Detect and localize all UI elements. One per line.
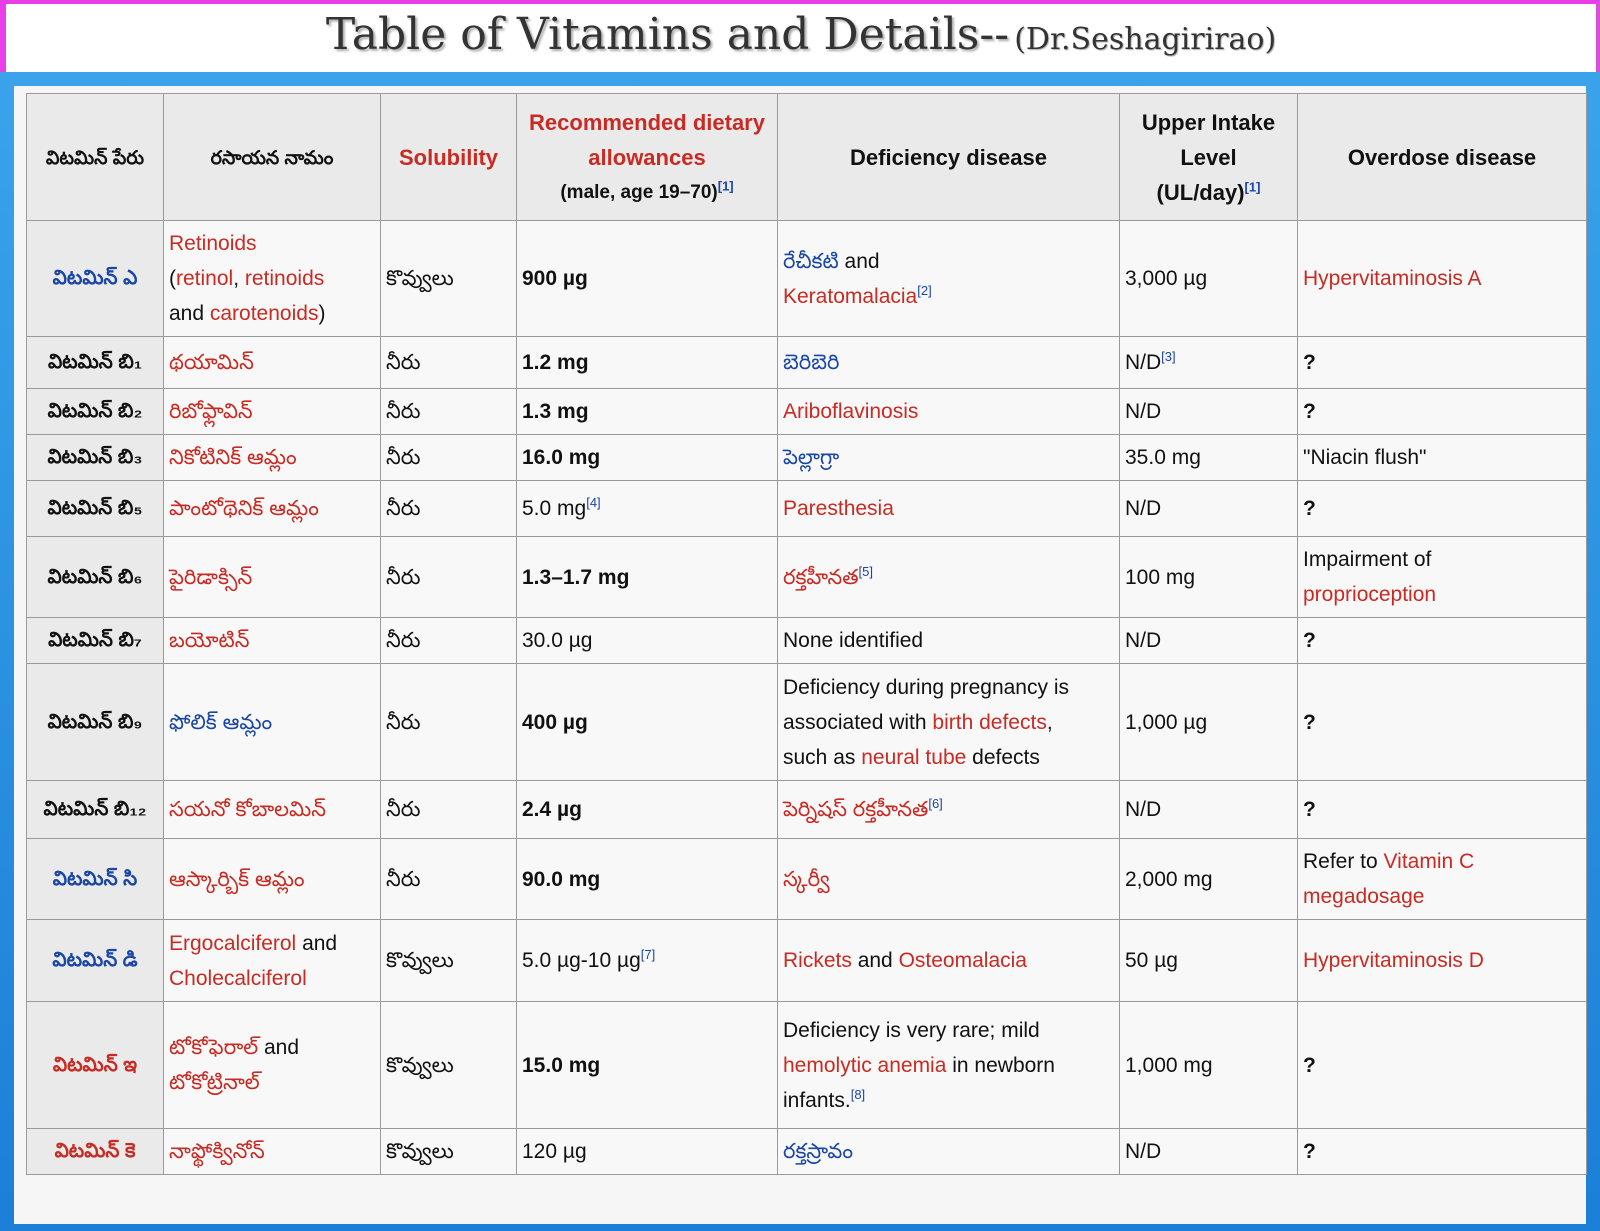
solubility-cell: నీరు	[381, 337, 517, 389]
page-author: (Dr.Seshagirirao)	[1014, 22, 1277, 57]
reference-link[interactable]: [2]	[917, 282, 932, 298]
rda-cell: 1.2 mg	[517, 337, 778, 389]
solubility-cell: కొవ్వులు	[381, 221, 517, 337]
rda-cell: 120 µg	[517, 1129, 778, 1175]
col-header-solubility: Solubility	[381, 94, 517, 221]
vitamin-name: విటమిన్ బి₆	[27, 537, 164, 618]
overdose-cell: Impairment of proprioception	[1298, 537, 1587, 618]
table-row	[27, 1129, 1587, 1175]
deficiency-link[interactable]: neural tube	[861, 745, 967, 769]
rda-title: Recommended dietary allowances	[529, 109, 765, 170]
vitamin-name-link[interactable]: విటమిన్ ఇ	[27, 1002, 164, 1129]
table-row	[27, 664, 1587, 781]
ul-cell: 1,000 µg	[1120, 664, 1298, 781]
overdose-link[interactable]: megadosage	[1303, 885, 1425, 908]
solubility-cell: నీరు	[381, 389, 517, 435]
overdose-cell: ?	[1298, 389, 1587, 435]
deficiency-link[interactable]: రక్తస్రావం	[778, 1129, 1120, 1175]
table-row	[27, 221, 1587, 337]
ul-cell: N/D	[1120, 481, 1298, 537]
chemical-link[interactable]: ఫోలిక్ ఆమ్లం	[164, 664, 381, 781]
chemical-link[interactable]: పైరిడాక్సిన్	[164, 537, 381, 618]
vitamin-name: విటమిన్ బి₉	[27, 664, 164, 781]
rda-cell: 30.0 µg	[517, 618, 778, 664]
chemical-link[interactable]: టోకోఫెరాల్	[169, 1036, 259, 1059]
deficiency-link[interactable]: రేచీకటి	[783, 249, 839, 273]
deficiency-cell: Rickets and Osteomalacia	[778, 920, 1120, 1002]
header-row	[27, 94, 1587, 221]
ul-cell: 2,000 mg	[1120, 839, 1298, 920]
table-row	[27, 1002, 1587, 1129]
title-bar	[6, 4, 1596, 72]
deficiency-link[interactable]: బెరిబెరి	[778, 337, 1120, 389]
deficiency-cell: Deficiency is very rare; mild hemolytic anemia in newborn infants.[8]	[778, 1002, 1120, 1129]
rda-cell: 5.0 µg-10 µg[7]	[517, 920, 778, 1002]
deficiency-link[interactable]: పెల్లాగ్రా	[778, 435, 1120, 481]
vitamin-name-link[interactable]: విటమిన్ కె	[27, 1129, 164, 1175]
table-row	[27, 537, 1587, 618]
table-row	[27, 618, 1587, 664]
solubility-cell: కొవ్వులు	[381, 920, 517, 1002]
solubility-cell: నీరు	[381, 618, 517, 664]
deficiency-cell	[778, 537, 1120, 618]
chemical-link[interactable]: carotenoids	[209, 302, 319, 325]
reference-link[interactable]: [7]	[640, 947, 656, 962]
rda-cell: 15.0 mg	[517, 1002, 778, 1129]
reference-link[interactable]: [8]	[850, 1086, 866, 1102]
vitamin-name: విటమిన్ బి₇	[27, 618, 164, 664]
chemical-link[interactable]: థయామిన్	[164, 337, 381, 389]
chemical-link[interactable]: పాంటోథెనిక్ ఆమ్లం	[164, 481, 381, 537]
reference-link[interactable]: [3]	[1161, 349, 1176, 364]
vitamins-table	[26, 93, 1587, 1175]
rda-cell: 2.4 µg	[517, 781, 778, 839]
chemical-link[interactable]: సయనో కోబాలమిన్	[164, 781, 381, 839]
solubility-cell: కొవ్వులు	[381, 1129, 517, 1175]
deficiency-link[interactable]: పెర్నిషస్ రక్తహీనత	[783, 798, 929, 821]
chemical-link[interactable]: టోకోట్రినాల్	[169, 1071, 260, 1094]
overdose-cell: Refer to Vitamin C megadosage	[1298, 839, 1587, 920]
chemical-name: Ergocalciferol and Cholecalciferol	[164, 920, 381, 1002]
deficiency-cell: None identified	[778, 618, 1120, 664]
vitamin-name-link[interactable]: విటమిన్ డి	[27, 920, 164, 1002]
vitamin-name-link[interactable]: విటమిన్ సి	[27, 839, 164, 920]
overdose-cell: ?	[1298, 1129, 1587, 1175]
overdose-link[interactable]: Vitamin C	[1383, 850, 1475, 873]
rda-cell: 400 µg	[517, 664, 778, 781]
table-row	[27, 920, 1587, 1002]
overdose-link[interactable]: proprioception	[1303, 583, 1437, 606]
deficiency-link[interactable]: hemolytic anemia	[783, 1053, 947, 1077]
content-panel	[0, 72, 1600, 1231]
ul-cell: 50 µg	[1120, 920, 1298, 1002]
col-header-rda	[517, 94, 778, 221]
col-header-name: విటమిన్ పేరు	[27, 94, 164, 221]
overdose-cell: ?	[1298, 618, 1587, 664]
table-row	[27, 337, 1587, 389]
col-header-chemical: రసాయన నామం	[164, 94, 381, 221]
vitamin-name: విటమిన్ బి₅	[27, 481, 164, 537]
rda-subtitle: (male, age 19–70)	[560, 181, 718, 203]
solubility-cell: కొవ్వులు	[381, 1002, 517, 1129]
deficiency-link[interactable]: birth defects	[932, 710, 1047, 734]
solubility-cell: నీరు	[381, 481, 517, 537]
chemical-link[interactable]: బయోటిన్	[164, 618, 381, 664]
reference-link[interactable]: [5]	[858, 563, 874, 579]
deficiency-link[interactable]: స్కర్వీ	[778, 839, 1120, 920]
table-row	[27, 389, 1587, 435]
chemical-link[interactable]: Ergocalciferol	[169, 931, 297, 955]
chemical-name: Retinoids (retinol, retinoids and carotenoids)	[164, 221, 381, 337]
ul-cell: N/D	[1120, 1129, 1298, 1175]
rda-cell: 90.0 mg	[517, 839, 778, 920]
deficiency-cell: రేచీకటి and Keratomalacia[2]	[778, 221, 1120, 337]
col-header-deficiency: Deficiency disease	[778, 94, 1120, 221]
ul-cell: 3,000 µg	[1120, 221, 1298, 337]
deficiency-link[interactable]: రక్తహీనత	[783, 565, 859, 589]
ul-cell: N/D	[1120, 389, 1298, 435]
ul-title: Upper Intake Level	[1141, 109, 1276, 170]
chemical-link[interactable]: retinol	[176, 267, 234, 290]
rda-cell: 1.3 mg	[517, 389, 778, 435]
reference-link[interactable]: [4]	[586, 495, 601, 510]
table-row	[27, 781, 1587, 839]
page-title: Table of Vitamins and Details--	[325, 9, 1010, 60]
overdose-cell: ?	[1298, 337, 1587, 389]
solubility-cell: నీరు	[381, 781, 517, 839]
chemical-link[interactable]: Cholecalciferol	[169, 966, 307, 990]
deficiency-link[interactable]: Ariboflavinosis	[778, 389, 1120, 435]
ul-subtitle: (UL/day)	[1156, 179, 1245, 205]
deficiency-link[interactable]: Paresthesia	[778, 481, 1120, 537]
deficiency-link[interactable]: Rickets	[783, 949, 852, 972]
rda-cell: 16.0 mg	[517, 435, 778, 481]
overdose-link[interactable]: Hypervitaminosis D	[1298, 920, 1587, 1002]
chemical-link[interactable]: నాఫ్థోక్వినోన్	[164, 1129, 381, 1175]
chemical-link[interactable]: Retinoids	[169, 232, 257, 255]
vitamin-name: విటమిన్ బి₁₂	[27, 781, 164, 839]
ul-cell: 100 mg	[1120, 537, 1298, 618]
chemical-link[interactable]: రిబోఫ్లావిన్	[164, 389, 381, 435]
ul-cell: N/D	[1120, 618, 1298, 664]
table-row	[27, 839, 1587, 920]
chemical-link[interactable]: retinoids	[244, 267, 325, 290]
solubility-cell: నీరు	[381, 664, 517, 781]
chemical-name: టోకోఫెరాల్ and టోకోట్రినాల్	[164, 1002, 381, 1129]
col-header-overdose: Overdose disease	[1298, 94, 1587, 221]
rda-cell: 5.0 mg[4]	[517, 481, 778, 537]
overdose-cell: ?	[1298, 1002, 1587, 1129]
ul-cell: N/D	[1120, 781, 1298, 839]
rda-cell: 900 µg	[517, 221, 778, 337]
table-row	[27, 481, 1587, 537]
table-sheet	[14, 86, 1586, 1224]
col-header-ul	[1120, 94, 1298, 221]
ul-cell: 1,000 mg	[1120, 1002, 1298, 1129]
deficiency-cell: Deficiency during pregnancy is associated with birth defects, such as neural tube defects	[778, 664, 1120, 781]
ul-cell: 35.0 mg	[1120, 435, 1298, 481]
solubility-cell: నీరు	[381, 537, 517, 618]
overdose-cell: "Niacin flush"	[1298, 435, 1587, 481]
rda-ref[interactable]: [1]	[717, 178, 734, 194]
overdose-link[interactable]: Hypervitaminosis A	[1298, 221, 1587, 337]
deficiency-link[interactable]: Keratomalacia	[783, 284, 918, 308]
overdose-cell: ?	[1298, 481, 1587, 537]
vitamin-name-link[interactable]: విటమిన్ ఎ	[27, 221, 164, 337]
overdose-cell: ?	[1298, 664, 1587, 781]
solubility-cell: నీరు	[381, 839, 517, 920]
rda-cell: 1.3–1.7 mg	[517, 537, 778, 618]
vitamin-name: విటమిన్ బి₁	[27, 337, 164, 389]
vitamin-name: విటమిన్ బి₂	[27, 389, 164, 435]
ul-cell: N/D[3]	[1120, 337, 1298, 389]
solubility-cell: నీరు	[381, 435, 517, 481]
chemical-link[interactable]: నికోటినిక్ ఆమ్లం	[164, 435, 381, 481]
table-row	[27, 435, 1587, 481]
reference-link[interactable]: [6]	[928, 796, 943, 811]
ul-ref[interactable]: [1]	[1244, 179, 1261, 195]
deficiency-link[interactable]: Osteomalacia	[898, 949, 1027, 972]
chemical-link[interactable]: ఆస్కార్బిక్ ఆమ్లం	[164, 839, 381, 920]
vitamin-name: విటమిన్ బి₃	[27, 435, 164, 481]
overdose-cell: ?	[1298, 781, 1587, 839]
deficiency-cell	[778, 781, 1120, 839]
